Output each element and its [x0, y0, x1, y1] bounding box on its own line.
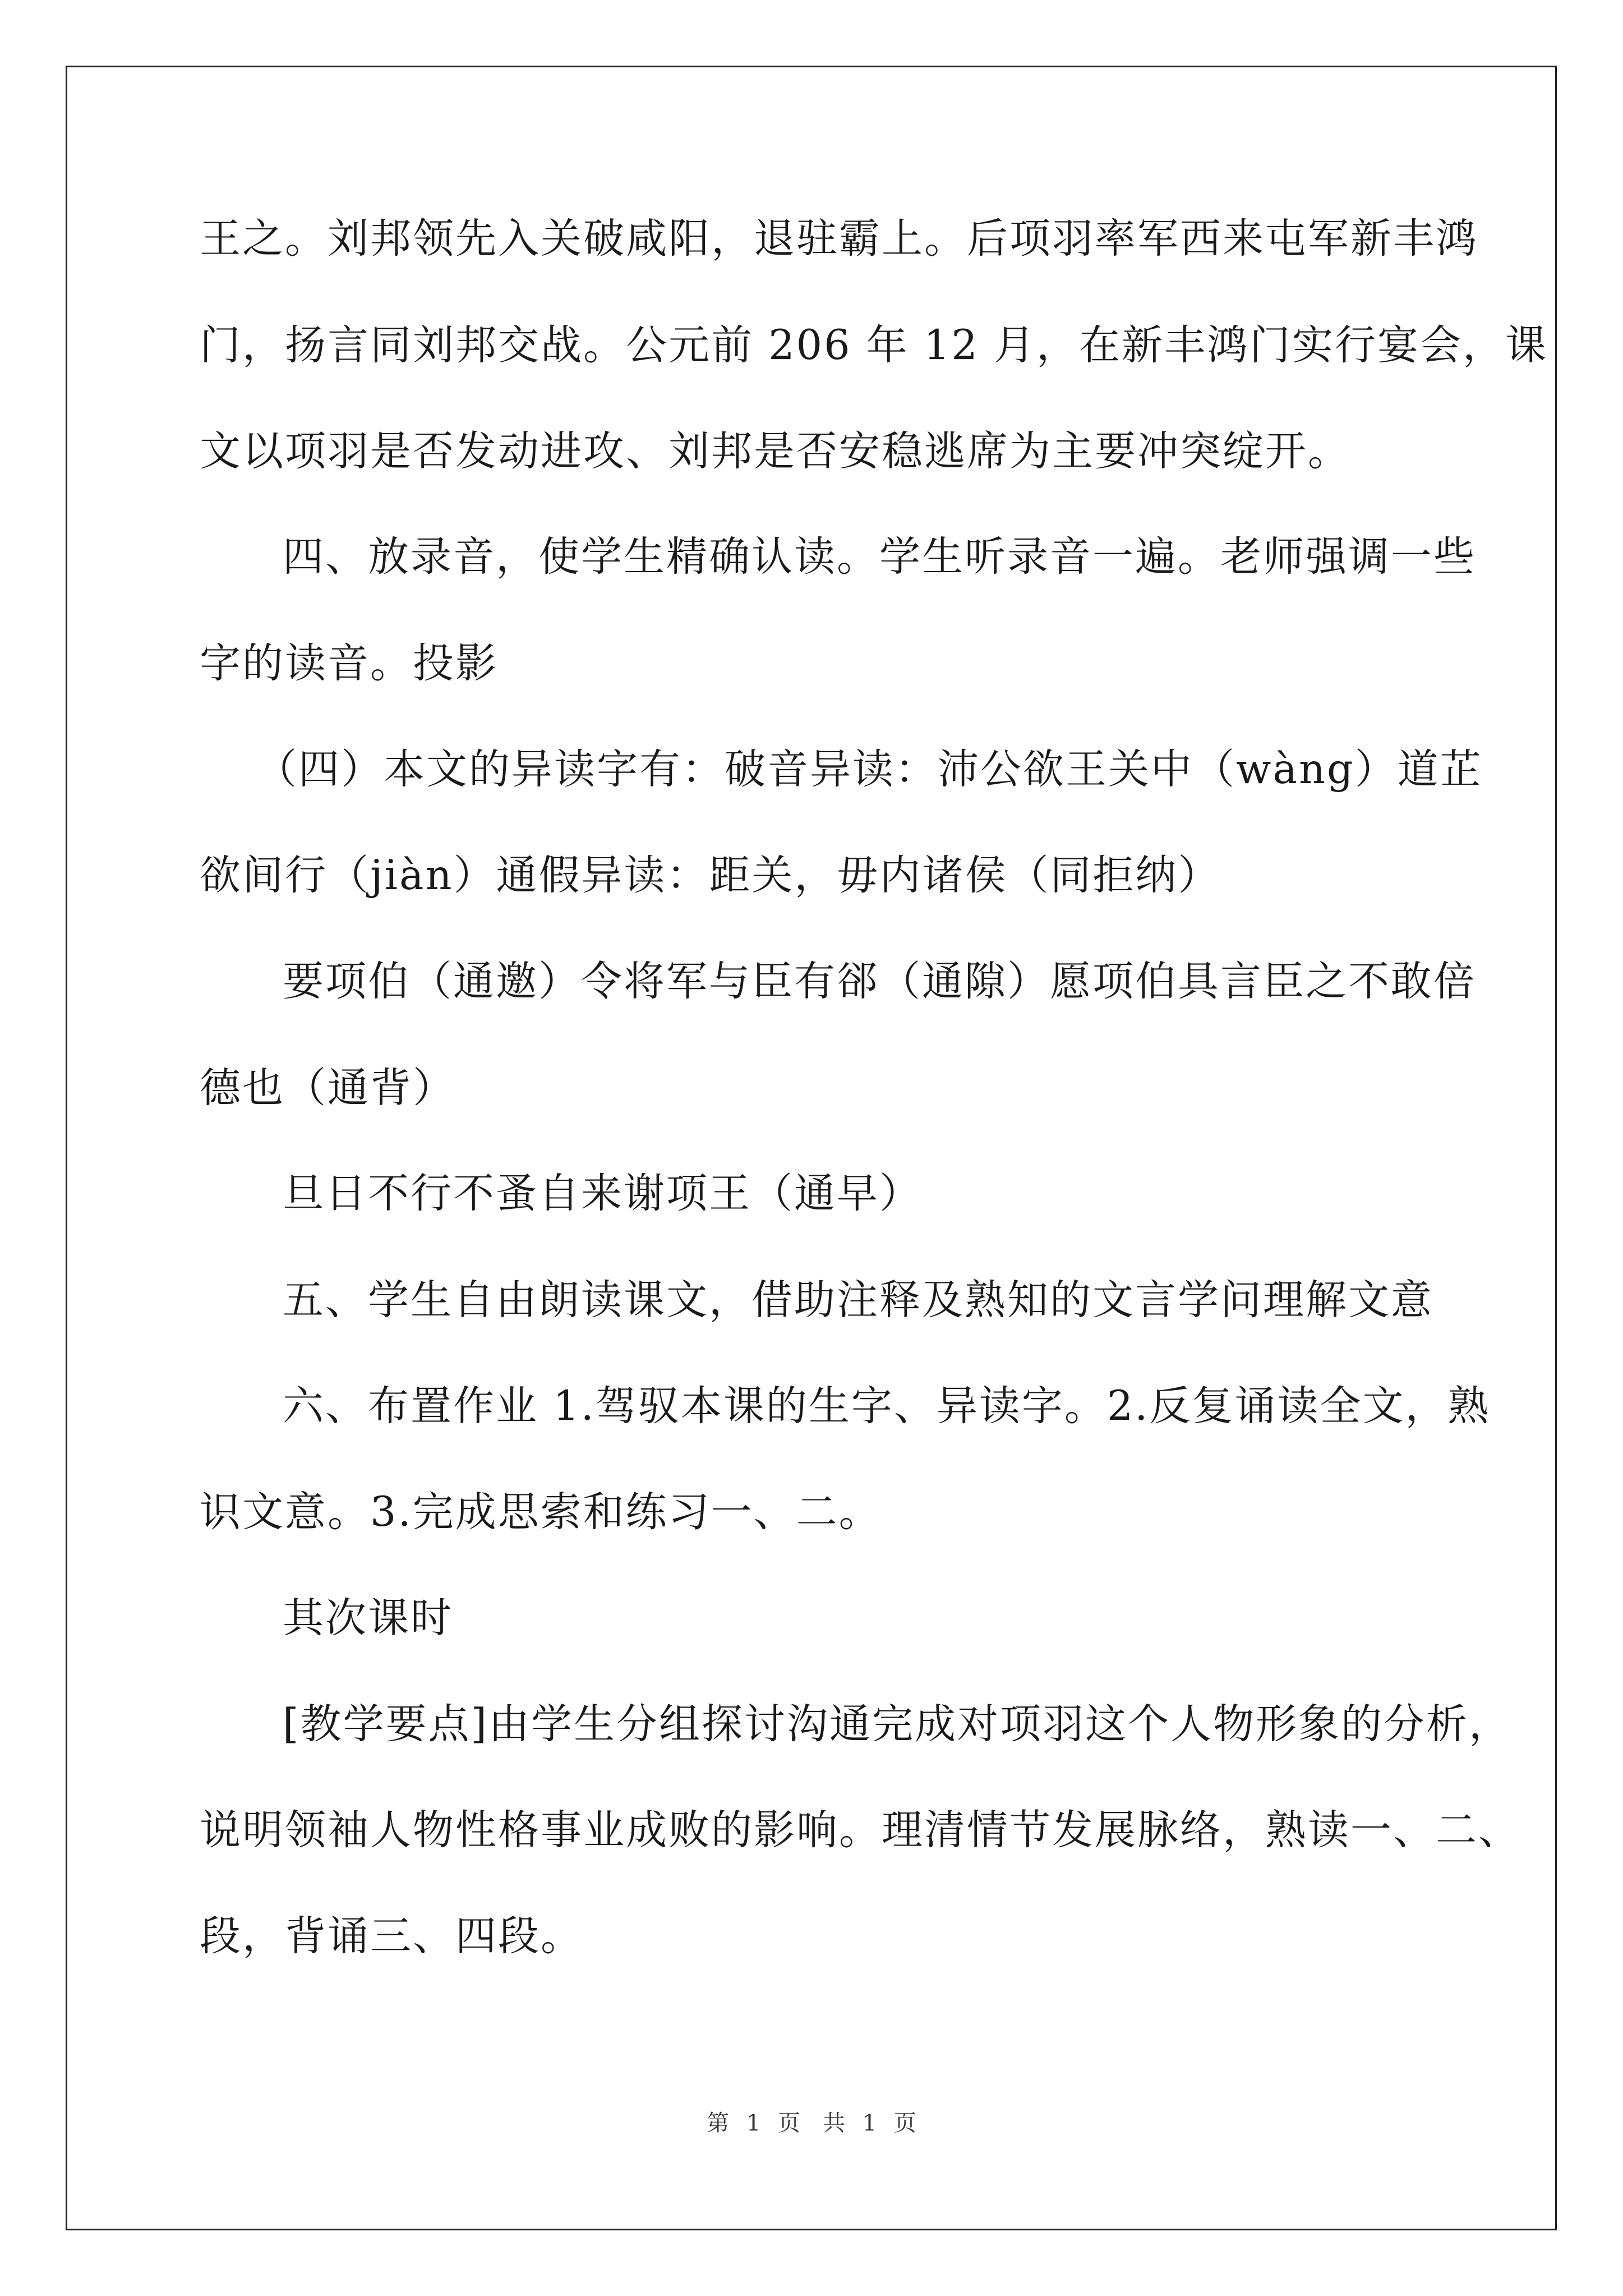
page-number-footer: 第 1 页 共 1 页 — [707, 2110, 916, 2136]
text-line: 五、学生自由朗读课文，借助注释及熟知的文言学问理解文意 — [283, 1276, 1433, 1324]
text-line: 字的读音。投影 — [200, 639, 498, 687]
text-line: 欲间行（jiàn）通假异读：距关，毋内诸侯（同拒纳） — [200, 852, 1221, 899]
text-line: （四）本文的异读字有：破音异读：沛公欲王关中（wàng）道芷 — [256, 746, 1483, 793]
text-line: 说明领袖人物性格事业成败的影响。理清情节发展脉络，熟读一、二、 — [200, 1806, 1521, 1854]
text-line: 识文意。3.完成思索和练习一、二。 — [200, 1488, 882, 1536]
section-heading: 其次课时 — [283, 1594, 453, 1642]
text-line: 段，背诵三、四段。 — [200, 1912, 583, 1960]
text-line: 四、放录音，使学生精确认读。学生听录音一遍。老师强调一些 — [283, 533, 1476, 581]
text-line: 德也（通背） — [200, 1064, 455, 1112]
text-line: [教学要点]由学生分组探讨沟通完成对项羽这个人物形象的分析， — [283, 1700, 1511, 1748]
text-line: 旦日不行不蚤自来谢项王（通早） — [283, 1170, 922, 1217]
page-border — [66, 66, 1557, 2230]
text-line: 要项伯（通邀）令将军与臣有郤（通隙）愿项伯具言臣之不敢倍 — [283, 958, 1476, 1005]
text-line: 六、布置作业 1.驾驭本课的生字、异读字。2.反复诵读全文，熟 — [283, 1382, 1491, 1430]
text-line: 王之。刘邦领先入关破咸阳，退驻霸上。后项羽率军西来屯军新丰鸿 — [200, 215, 1478, 263]
text-line: 文以项羽是否发动进攻、刘邦是否安稳逃席为主要冲突绽开。 — [200, 427, 1350, 475]
text-line: 门，扬言同刘邦交战。公元前 206 年 12 月，在新丰鸿门实行宴会，课 — [200, 321, 1548, 369]
